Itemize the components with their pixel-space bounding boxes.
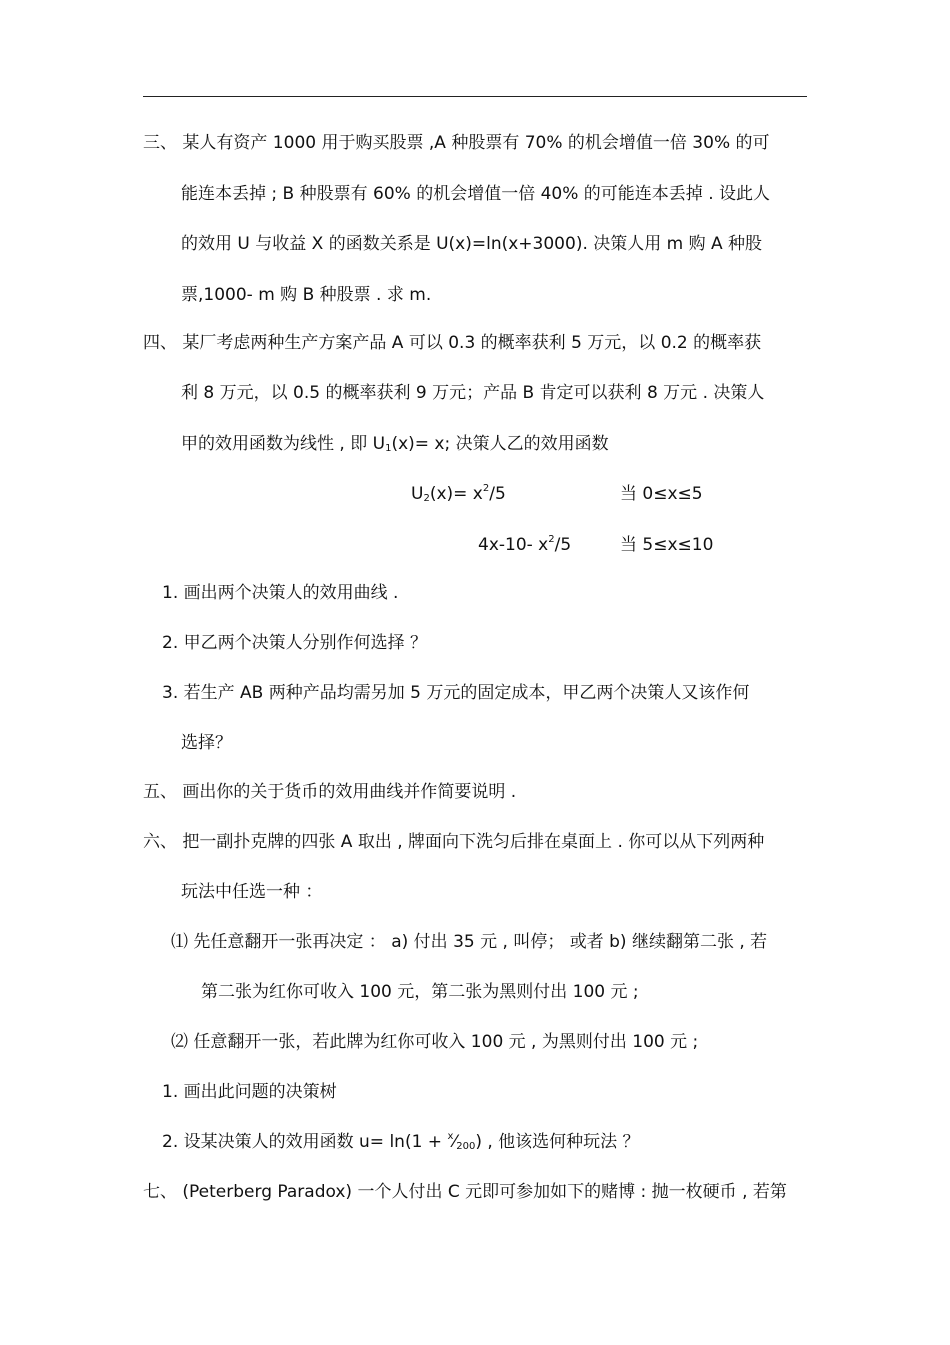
fraction-denominator: 200 [456, 1141, 476, 1152]
problem-4-item-3-cont: 选择？ [181, 733, 232, 753]
formula-1-rest: /5 [489, 484, 506, 504]
formula-1-condition: 当 0≤x≤5 [620, 484, 703, 504]
formula-1-u: U [411, 484, 424, 504]
problem-5-line: 五、 画出你的关于货币的效用曲线并作简要说明 . [143, 782, 517, 802]
formula-2-condition: 当 5≤x≤10 [620, 535, 714, 555]
problem-6-option-2: ⑵ 任意翻开一张，若此牌为红你可收入 100 元 , 为黑则付出 100 元 ; [171, 1032, 699, 1052]
problem-6-item-2: 2. 设某决策人的效用函数 $u= \ln(1 + ^x⁄_{200})$ , 他该选何种玩法 ？ [162, 1131, 640, 1152]
problem-6-item-1: 1. 画出此问题的决策树 [162, 1082, 337, 1102]
problem-6-option-1-cont: 第二张为红你可收入 100 元，第二张为黑则付出 100 元 ; [201, 982, 639, 1002]
problem-3-line-2: 能连本丢掉 ; B 种股票有 60% 的机会增值一倍 40% 的可能连本丢掉 . 设此人 [181, 184, 770, 204]
formula-2-expression [478, 534, 571, 556]
formula-1-expr: (x)= x [429, 484, 483, 504]
problem-6-line-2: 玩法中任选一种 ： [181, 882, 323, 902]
problem-3-line-4: 票,1000- m 购 B 种股票 . 求 m. [181, 285, 432, 305]
problem-6-line-1: 六、 把一副扑克牌的四张 A 取出 , 牌面向下洗匀后排在桌面上 . 你可以从下列两种 [143, 832, 765, 852]
problem-4-item-1: 1. 画出两个决策人的效用曲线 . [162, 583, 399, 603]
problem-3-line-1: 三、 某人有资产 1000 用于购买股票 ,A 种股票有 70% 的机会增值一倍 30% 的可 [143, 133, 770, 153]
util-subscript: 1 [385, 443, 392, 454]
problem-4-line-1: 四、 某厂考虑两种生产方案产品 A 可以 0.3 的概率获利 5 万元，以 0.2 的概率获 [143, 333, 762, 353]
utility-text-b: ) , 他该选何种玩法 ？ [475, 1132, 640, 1152]
problem-4-line-2: 利 8 万元，以 0.5 的概率获利 9 万元；产品 B 肯定可以获利 8 万元 . 决策人 [181, 383, 765, 403]
fraction-numerator: x [447, 1131, 454, 1142]
problem-4-item-2: 2. 甲乙两个决策人分别作何选择 ？ [162, 633, 428, 653]
utility-text-a: 2. 设某决策人的效用函数 u= ln(1 + [162, 1132, 443, 1152]
header-rule [143, 96, 807, 97]
problem-4-item-3: 3. 若生产 AB 两种产品均需另加 5 万元的固定成本，甲乙两个决策人又该作何 [162, 683, 750, 703]
problem-4-line-3 [181, 433, 609, 455]
util-text-a: 甲的效用函数为线性 , 即 U [181, 434, 386, 454]
formula-1-superscript: 2 [482, 483, 490, 494]
util-text-b: (x)= x; 决策人乙的效用函数 [391, 434, 609, 454]
formula-1-subscript: 2 [423, 493, 430, 504]
formula-2-superscript: 2 [548, 534, 555, 545]
formula-1-expression [411, 483, 506, 505]
formula-2-expr: 4x-10- x [478, 535, 549, 555]
formula-2-rest: /5 [554, 535, 572, 555]
problem-6-option-1: ⑴ 先任意翻开一张再决定 ： a) 付出 35 元 , 叫停； 或者 b) 继续翻第二张 , 若 [171, 932, 768, 952]
problem-7-line-1: 七、 (Peterberg Paradox) 一个人付出 C 元即可参加如下的赌博 : 抛一枚硬币 , 若第 [143, 1182, 787, 1202]
problem-3-line-3: 的效用 U 与收益 X 的函数关系是 U(x)=ln(x+3000). 决策人用 m 购 A 种股 [181, 234, 763, 254]
